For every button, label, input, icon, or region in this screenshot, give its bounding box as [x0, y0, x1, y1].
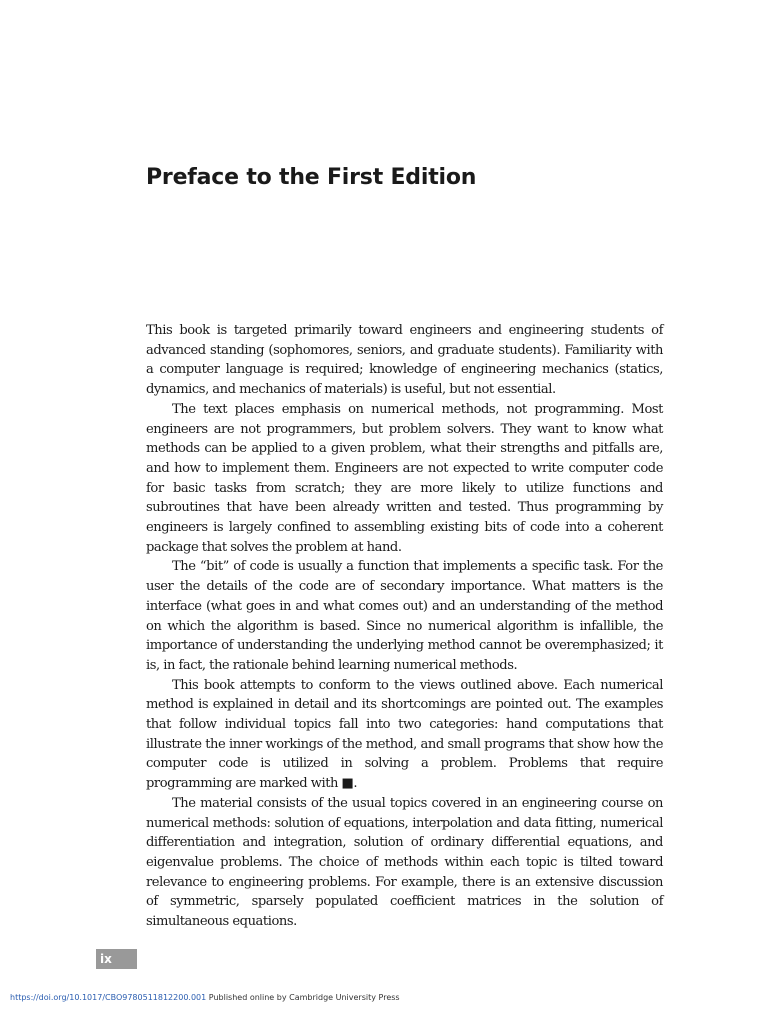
paragraph: This book attempts to conform to the views outlined above. Each numerical method is explained in detail and its shortcomings are pointed out. The examples that follow individual topics fall into two categories: hand computations that illustrate the inner workings of the method, and small programs that show how the computer code is utilized in solving a problem. Problems that require programming are marked with ■. [146, 677, 663, 792]
page-number-badge: ix [96, 949, 137, 969]
footer-citation [10, 993, 400, 1002]
doi-link[interactable]: https://doi.org/10.1017/CBO9780511812200.001 [10, 993, 207, 1002]
page-title: Preface to the First Edition [146, 165, 477, 190]
published-note: Published online by Cambridge University Press [208, 993, 400, 1002]
paragraph: The “bit” of code is usually a function that implements a specific task. For the user the details of the code are of secondary importance. What matters is the interface (what goes in and what comes out) and an understanding of the method on which the algorithm is based. Since no numerical algorithm is infallible, the importance of understanding the underlying method cannot be overemphasized; it is, in fact, the rationale behind learning numerical methods. [146, 559, 663, 673]
preface-body [146, 321, 663, 932]
paragraph: The material consists of the usual topics covered in an engineering course on numerical methods: solution of equations, interpolation and data fitting, numerical differentiation and integration, solution of ordinary differential equations, and eigenvalue problems. The choice of methods within each topic is tilted toward relevance to engineering problems. For example, there is an extensive discussion of symmetric, sparsely populated coefficient matrices in the solution of simultaneous equations. [146, 795, 663, 930]
paragraph: This book is targeted primarily toward engineers and engineering students of advanced standing (sophomores, seniors, and graduate students). Familiarity with a computer language is required; knowledge of engineering mechanics (statics, dynamics, and mechanics of materials) is useful, but not essential. [146, 323, 663, 398]
paragraph: The text places emphasis on numerical methods, not programming. Most engineers are not programmers, but problem solvers. They want to know what methods can be applied to a given problem, what their strengths and pitfalls are, and how to implement them. Engineers are not expected to write computer code for basic tasks from scratch; they are more likely to utilize functions and subroutines that have been already written and tested. Thus programming by engineers is largely confined to assembling existing bits of code into a coherent package that solves the problem at hand. [146, 401, 663, 555]
